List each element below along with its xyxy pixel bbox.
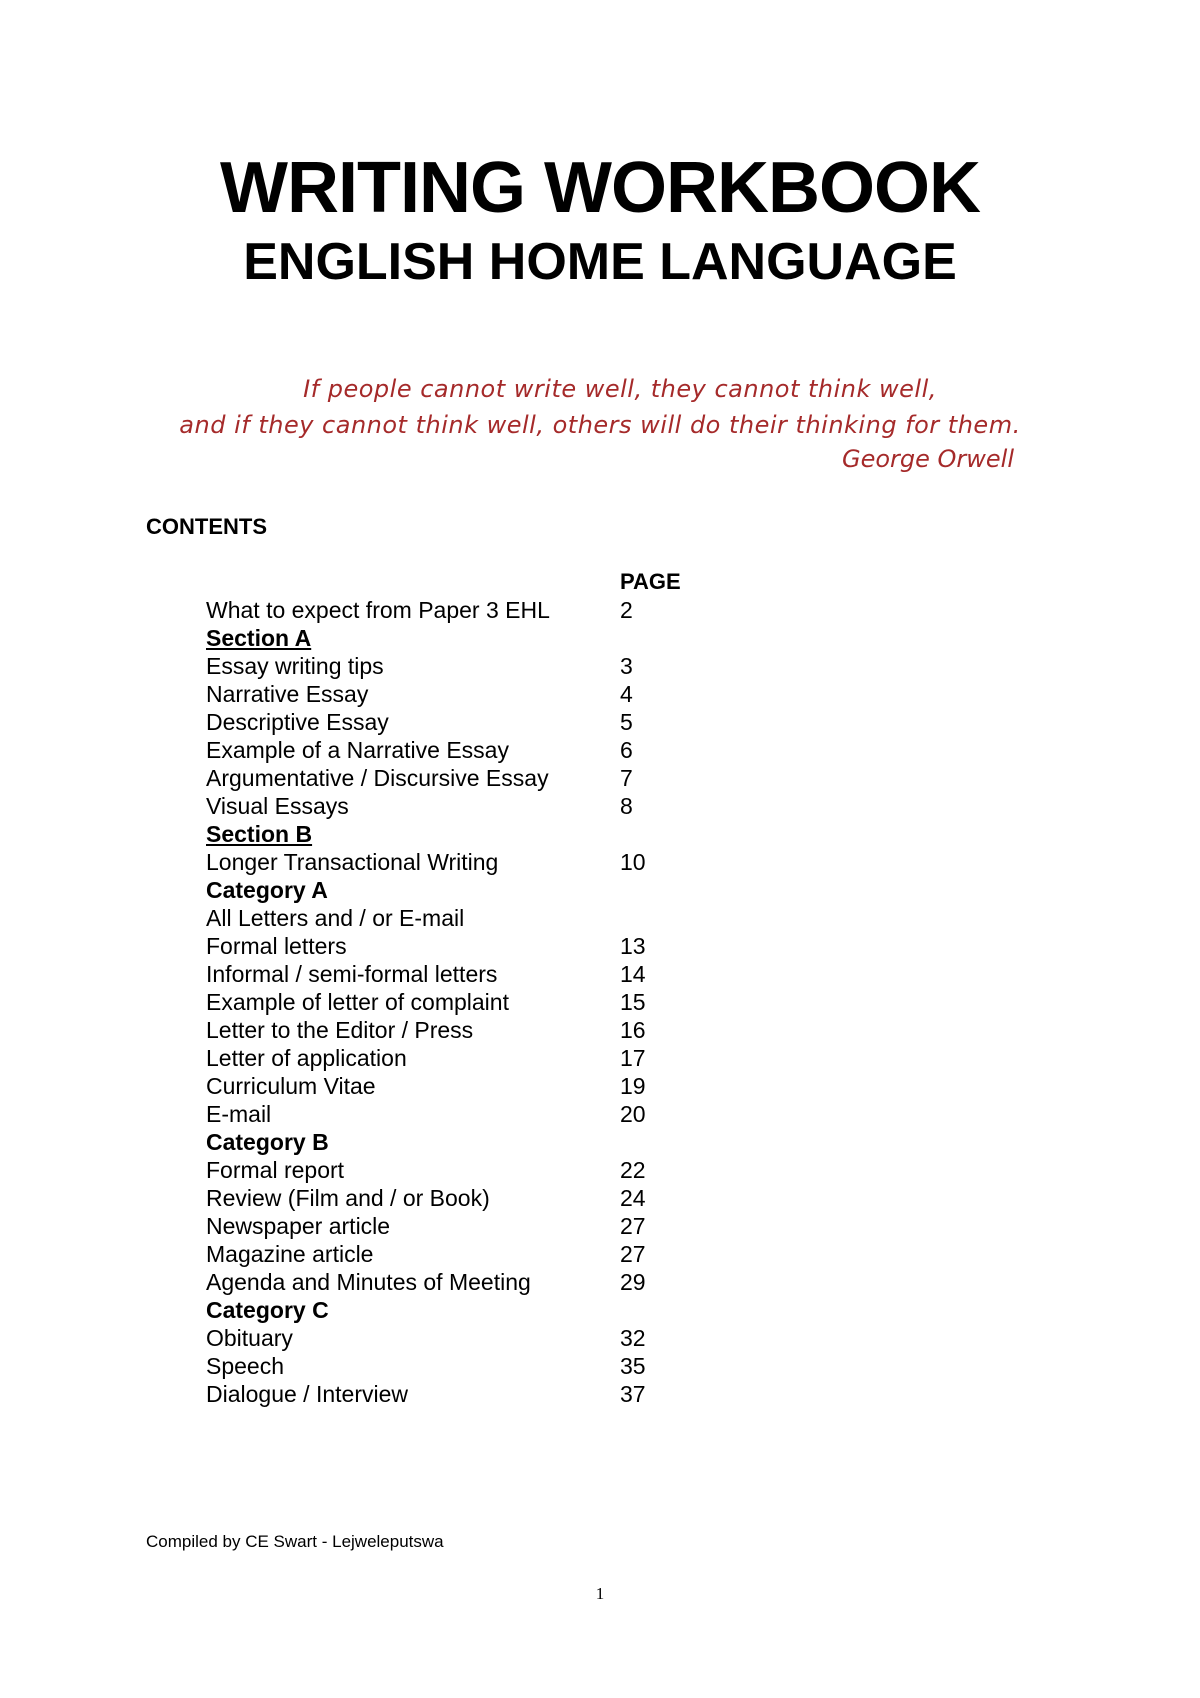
toc-entry: [206, 1156, 806, 1184]
toc-page-number: 22: [620, 1157, 646, 1183]
toc-label: Agenda and Minutes of Meeting: [206, 1269, 531, 1295]
toc-entry: [206, 1100, 806, 1128]
toc-category-heading: [206, 1296, 806, 1324]
toc-page-number: 27: [620, 1241, 646, 1267]
toc-entry: [206, 596, 806, 624]
toc-section-heading: [206, 624, 806, 652]
toc-label: Example of a Narrative Essay: [206, 737, 509, 763]
toc-label: Letter of application: [206, 1045, 407, 1071]
toc-page-number: 5: [620, 709, 633, 735]
toc-page-number: 17: [620, 1045, 646, 1071]
toc-entry: [206, 1212, 806, 1240]
toc-page-number: 10: [620, 849, 646, 875]
toc-label: Speech: [206, 1353, 285, 1379]
toc-label: Section B: [206, 821, 313, 847]
toc-page-number: 4: [620, 681, 633, 707]
toc-page-number: 6: [620, 737, 633, 763]
toc-label: Visual Essays: [206, 793, 349, 819]
toc-entry: [206, 904, 806, 932]
toc-entry: [206, 1072, 806, 1100]
toc-label: Curriculum Vitae: [206, 1073, 376, 1099]
toc-page-number: 7: [620, 765, 633, 791]
toc-entry: [206, 1324, 806, 1352]
toc-label: Letter to the Editor / Press: [206, 1017, 474, 1043]
toc-section-heading: [206, 820, 806, 848]
toc-page-number: 35: [620, 1353, 646, 1379]
toc-page-number: 19: [620, 1073, 646, 1099]
toc-page-number: 15: [620, 989, 646, 1015]
toc-label: Category C: [206, 1297, 329, 1323]
toc-entry: [206, 736, 806, 764]
quote-line-2: and if they cannot think well, others will do their thinking for them.: [179, 411, 1021, 439]
toc-label: Longer Transactional Writing: [206, 849, 499, 875]
toc-entry: [206, 932, 806, 960]
toc-label: Formal letters: [206, 933, 347, 959]
quote-author: George Orwell: [841, 445, 1014, 473]
toc-page-number: 29: [620, 1269, 646, 1295]
document-subtitle: ENGLISH HOME LANGUAGE: [243, 233, 957, 291]
toc-label: Obituary: [206, 1325, 293, 1351]
toc-label: Narrative Essay: [206, 681, 369, 707]
toc-page-number: 16: [620, 1017, 646, 1043]
toc-label: Category B: [206, 1129, 329, 1155]
page-column-heading: PAGE: [620, 569, 681, 594]
toc-label: Magazine article: [206, 1241, 374, 1267]
toc-page-number: 13: [620, 933, 646, 959]
toc-label: Descriptive Essay: [206, 709, 389, 735]
toc-label: Argumentative / Discursive Essay: [206, 765, 549, 791]
toc-label: Review (Film and / or Book): [206, 1185, 490, 1211]
document-title: WRITING WORKBOOK: [220, 148, 980, 228]
toc-page-number: 32: [620, 1325, 646, 1351]
toc-label: Category A: [206, 877, 328, 903]
toc-page-number: 8: [620, 793, 633, 819]
toc-entry: [206, 708, 806, 736]
toc-label: Example of letter of complaint: [206, 989, 509, 1015]
toc-label: Informal / semi-formal letters: [206, 961, 498, 987]
toc-entry: [206, 1044, 806, 1072]
toc-category-heading: [206, 876, 806, 904]
toc-page-number: 2: [620, 597, 633, 623]
toc-entry: [206, 1016, 806, 1044]
toc-label: All Letters and / or E-mail: [206, 905, 465, 931]
toc-page-number: 3: [620, 653, 633, 679]
toc-page-number: 14: [620, 961, 646, 987]
contents-heading: CONTENTS: [146, 514, 267, 539]
page-number: 1: [595, 1584, 605, 1603]
toc-entry: [206, 1240, 806, 1268]
toc-label: Dialogue / Interview: [206, 1381, 408, 1407]
toc-entry: [206, 680, 806, 708]
toc-entry: [206, 1184, 806, 1212]
toc-rows: [206, 596, 806, 1408]
toc-entry: [206, 988, 806, 1016]
toc-entry: [206, 960, 806, 988]
toc-entry: [206, 764, 806, 792]
toc-page-number: 20: [620, 1101, 646, 1127]
toc-page-number: 27: [620, 1213, 646, 1239]
quote-line-1: If people cannot write well, they cannot think well,: [303, 375, 937, 403]
toc-entry: [206, 652, 806, 680]
toc-label: Newspaper article: [206, 1213, 391, 1239]
footer-credit: Compiled by CE Swart - Lejweleputswa: [146, 1532, 444, 1551]
toc-label: What to expect from Paper 3 EHL: [206, 597, 550, 623]
toc-entry: [206, 792, 806, 820]
toc-entry: [206, 848, 806, 876]
toc-category-heading: [206, 1128, 806, 1156]
toc-label: Formal report: [206, 1157, 345, 1183]
toc-entry: [206, 1352, 806, 1380]
toc-entry: [206, 1380, 806, 1408]
toc-label: E-mail: [206, 1101, 272, 1127]
toc-label: Essay writing tips: [206, 653, 384, 679]
toc-page-number: 37: [620, 1381, 646, 1407]
toc-entry: [206, 1268, 806, 1296]
toc-page-number: 24: [620, 1185, 646, 1211]
toc-label: Section A: [206, 625, 312, 651]
